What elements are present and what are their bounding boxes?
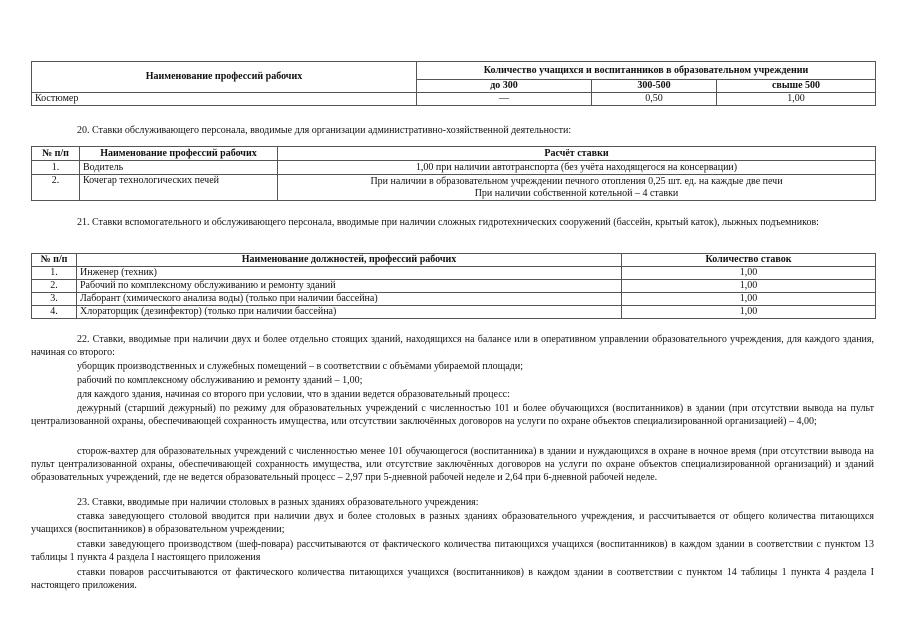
row-profession: Костюмер	[32, 93, 417, 106]
row-number: 3.	[32, 293, 77, 306]
table-row	[32, 267, 876, 280]
row-position: Инженер (техник)	[77, 267, 622, 280]
row-calc-line: При наличии собственной котельной – 4 ставки	[474, 187, 679, 199]
table-row	[32, 175, 876, 201]
table-row	[32, 306, 876, 319]
row-number: 4.	[32, 306, 77, 319]
section-23-cooks: ставки поваров рассчитываются от фактического количества питающихся учащихся (воспитанников) в каждом здании в соответствии с пунктом 14 таблицы 1 пункта 4 раздела I настоящего приложения.	[31, 567, 874, 591]
row-profession: Кочегар технологических печей	[80, 175, 278, 201]
row-profession: Водитель	[80, 161, 278, 175]
row-value: 1,00	[622, 280, 876, 293]
row-value: —	[417, 93, 592, 106]
section-23-intro: 23. Ставки, вводимые при наличии столовых в разных зданиях образовательного учреждения:	[77, 497, 479, 508]
table-row	[32, 280, 876, 293]
header-number: № п/п	[32, 254, 77, 267]
row-value: 1,00	[622, 293, 876, 306]
section-22-building-condition: для каждого здания, начиная со второго при условии, что в здании ведется образовательный процесс:	[77, 389, 510, 400]
row-calc-line: При наличии в образовательном учреждении печного отопления 0,25 шт. ед. на каждые две печи	[370, 175, 783, 187]
section-21-heading: 21. Ставки вспомогательного и обслуживающего персонала, вводимые при наличии сложных гидротехнических сооружений (бассейн, крытый каток), лыжных подъемников:	[77, 217, 819, 228]
header-position: Наименование должностей, профессий рабочих	[77, 254, 622, 267]
header-number: № п/п	[32, 147, 80, 161]
header-profession: Наименование профессий рабочих	[80, 147, 278, 161]
section-22-cleaner: уборщик производственных и служебных помещений – в соответствии с объёмами убираемой площади;	[77, 361, 524, 372]
section-21-table	[31, 253, 876, 319]
row-position: Рабочий по комплексному обслуживанию и ремонту зданий	[77, 280, 622, 293]
header-300-500: 300-500	[592, 80, 717, 93]
section-22-intro: 22. Ставки, вводимые при наличии двух и более отдельно стоящих зданий, находящихся на балансе или в оперативном управлении образовательного учреждения, для каждого здания, начиная со второго:	[31, 334, 874, 358]
row-value: 0,50	[592, 93, 717, 106]
section-22-duty-officer: дежурный (старший дежурный) по режиму для образовательных учреждений с численностью 101 и более обучающихся (воспитанников) в здании (при отсутствии вывода на пульт централизованной охраны, обеспечивающей сохранность имущества, или отсутствии заключённых договоров на услуги по охране объектов специализированной организацией) – 4,00;	[31, 403, 874, 427]
section-20-heading: 20. Ставки обслуживающего персонала, вводимые для организации административно-хозяйственной деятельности:	[77, 125, 572, 136]
section-20-table	[31, 146, 876, 201]
row-number: 2.	[32, 175, 80, 201]
table-row	[32, 293, 876, 306]
row-calc: 1,00 при наличии автотранспорта (без учёта находящегося на консервации)	[278, 161, 876, 175]
header-rate-count: Количество ставок	[622, 254, 876, 267]
header-profession: Наименование профессий рабочих	[32, 62, 417, 93]
section-23-chef: ставки заведующего производством (шеф-повара) рассчитываются от фактического количества питающихся учащихся (воспитанников) в каждом здании в соответствии с пунктом 13 таблицы 1 пункта 4 раздела I настоящего приложения	[31, 539, 874, 563]
row-position: Лаборант (химического анализа воды) (только при наличии бассейна)	[77, 293, 622, 306]
section-23-canteen-head: ставка заведующего столовой вводится при наличии двух и более столовых в разных зданиях образовательного учреждения, и рассчитывается от общего количества питающихся учащихся (воспитанников) в образовательном учреждении;	[31, 511, 874, 535]
row-number: 2.	[32, 280, 77, 293]
row-value: 1,00	[717, 93, 876, 106]
row-number: 1.	[32, 267, 77, 280]
section-22-repair-worker: рабочий по комплексному обслуживанию и ремонту зданий – 1,00;	[77, 375, 363, 386]
row-position: Хлораторщик (дезинфектор) (только при наличии бассейна)	[77, 306, 622, 319]
table-row	[32, 161, 876, 175]
table-row	[32, 93, 876, 106]
row-value: 1,00	[622, 306, 876, 319]
header-student-count: Количество учащихся и воспитанников в образовательном учреждении	[417, 62, 876, 80]
header-up-to-300: до 300	[417, 80, 592, 93]
header-rate-calc: Расчёт ставки	[278, 147, 876, 161]
row-value: 1,00	[622, 267, 876, 280]
row-calc	[278, 175, 876, 201]
section-22-watchman: сторож-вахтер для образовательных учреждений с численностью менее 101 обучающегося (воспитанника) в здании и нуждающихся в охране в ночное время (при отсутствии вывода на пульт централизованной охраны, обеспечивающей сохранность имущества, или отсутствие заключённых договоров на услуги по охране объектов специализированной организаций) и зданий образовательных учреждений, где не ведется образовательный процесс – 2,97 при 5-дневной рабочей неделе и 2,64 при 6-дневной рабочей неделе.	[31, 446, 874, 483]
header-over-500: свыше 500	[717, 80, 876, 93]
row-number: 1.	[32, 161, 80, 175]
staff-rate-table-top	[31, 61, 876, 106]
